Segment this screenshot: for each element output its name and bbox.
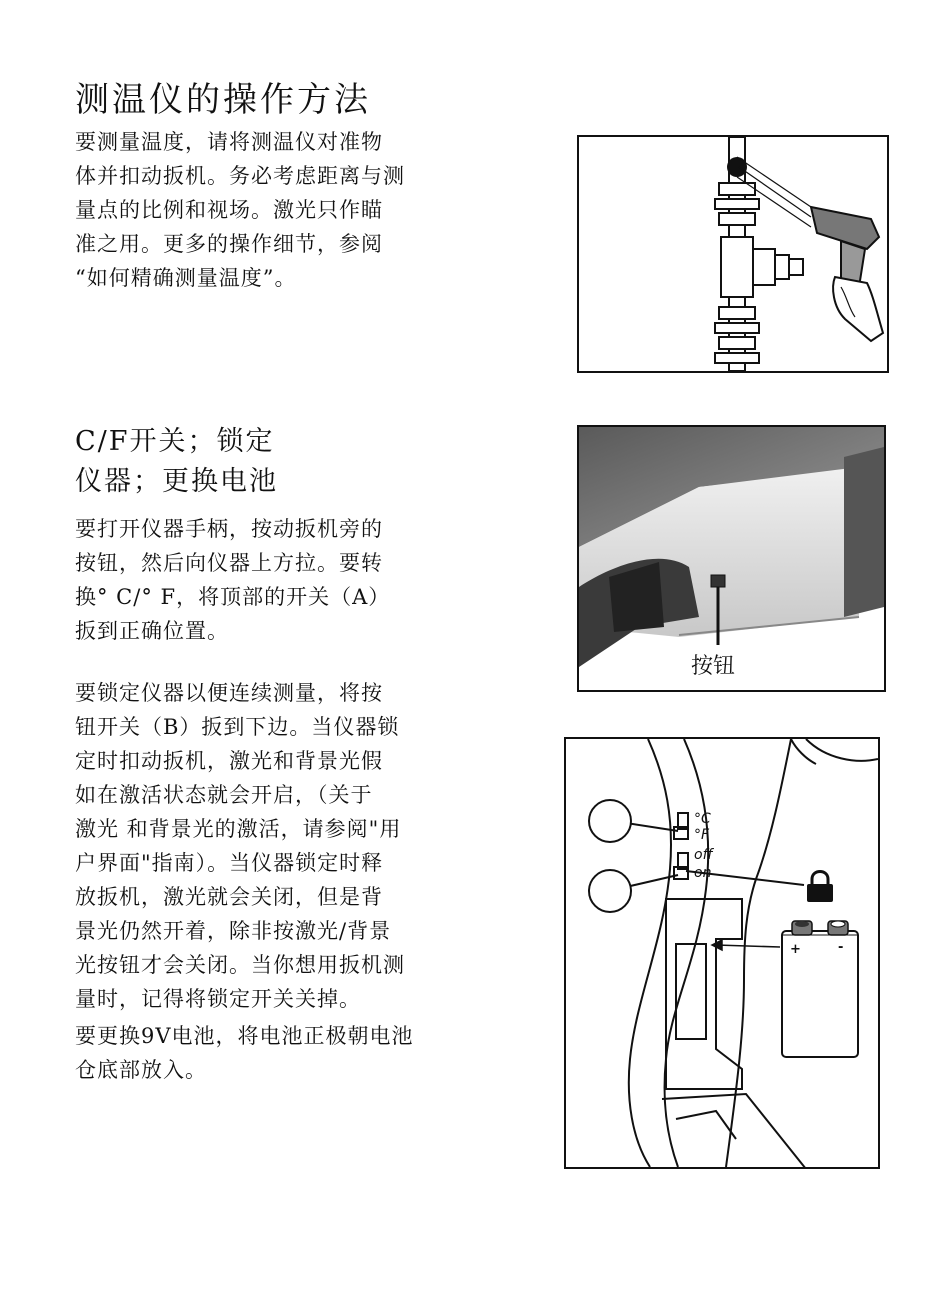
callout-a-circle — [589, 800, 631, 842]
section-title-operation: 测温仪的操作方法 — [75, 80, 371, 120]
text-line: 如在激活状态就会开启，（关于 — [75, 783, 373, 807]
text-line: 激光 和背景光的激活，请参阅"用 — [75, 817, 402, 841]
figure-button-photo — [577, 425, 886, 692]
figure-pipe-measurement — [577, 135, 889, 373]
pipe-thermometer-illustration — [579, 137, 887, 371]
battery-9v — [782, 921, 858, 1057]
text-line: 体并扣动扳机。务必考虑距离与测 — [75, 164, 405, 188]
text-line: 要更换9V电池，将电池正极朝电池 — [75, 1024, 414, 1048]
text-line: 按钮，然后向仪器上方拉。要转 — [75, 551, 383, 575]
battery-plus-label: + — [790, 942, 801, 957]
figure-battery-compartment — [564, 737, 880, 1169]
lock-icon — [807, 872, 833, 903]
text-line: 扳到正确位置。 — [75, 619, 229, 643]
title-line: C/F开关；锁定 — [75, 426, 275, 457]
text-line: 准之用。更多的操作细节，参阅 — [75, 232, 383, 256]
button-label: 按钮 — [691, 654, 736, 679]
lock-paragraph — [75, 676, 405, 1016]
section-title-cf-switch — [75, 422, 278, 502]
switch-celsius-label: °C — [694, 811, 711, 827]
text-line: 放扳机，激光就会关闭，但是背 — [75, 885, 383, 909]
switch-fahrenheit-label: °F — [694, 827, 710, 843]
switch-off-label: off — [694, 847, 713, 863]
text-line: “如何精确测量温度”。 — [75, 266, 297, 290]
text-line: 景光仍然开着，除非按激光/背景 — [75, 919, 392, 943]
text-line: 量时，记得将锁定开关关掉。 — [75, 987, 361, 1011]
text-line: 定时扣动扳机，激光和背景光假 — [75, 749, 383, 773]
battery-minus-label: - — [838, 940, 844, 955]
battery-compartment-illustration — [566, 739, 878, 1167]
callout-b-circle — [589, 870, 631, 912]
battery-paragraph — [75, 1019, 414, 1087]
operation-paragraph — [75, 125, 405, 295]
text-line: 仓底部放入。 — [75, 1058, 207, 1082]
title-line: 仪器；更换电池 — [75, 466, 278, 497]
text-line: 光按钮才会关闭。当你想用扳机测 — [75, 953, 405, 977]
text-line: 钮开关（B）扳到下边。当仪器锁 — [75, 715, 400, 739]
text-line: 要打开仪器手柄，按动扳机旁的 — [75, 517, 383, 541]
switch-on-label: on — [694, 865, 712, 881]
button-photo-illustration — [579, 427, 884, 690]
text-line: 户界面"指南）。当仪器锁定时释 — [75, 851, 384, 875]
cf-switch-paragraph — [75, 512, 390, 648]
text-line: 换° C/° F，将顶部的开关（A） — [75, 585, 391, 609]
text-line: 要锁定仪器以便连续测量，将按 — [75, 681, 383, 705]
text-line: 要测量温度，请将测温仪对准物 — [75, 130, 383, 154]
text-line: 量点的比例和视场。激光只作瞄 — [75, 198, 383, 222]
